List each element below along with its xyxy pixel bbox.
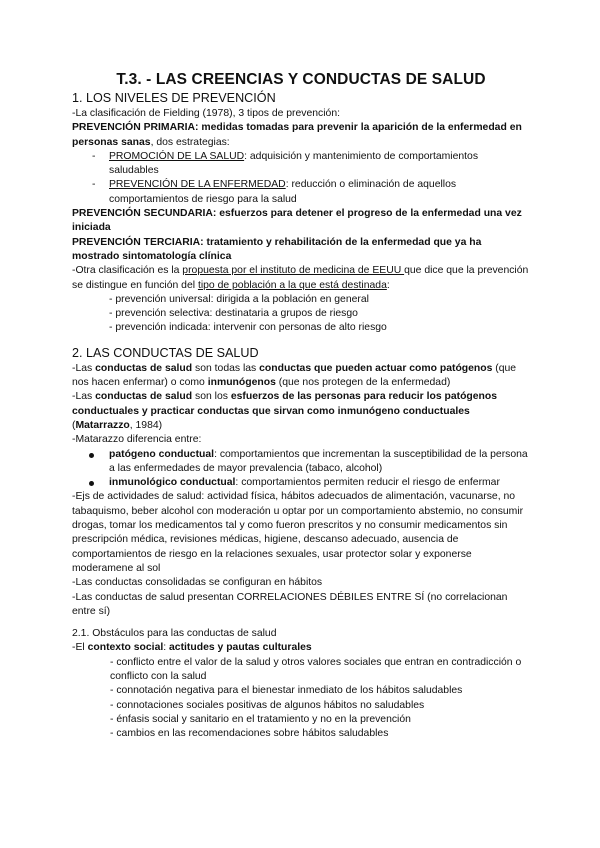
primaria-text: medidas tomadas para prevenir la aparición de la enfermedad en personas sanas <box>72 122 522 148</box>
fielding-intro: -La clasificación de Fielding (1978), 3 tipos de prevención: <box>72 108 341 119</box>
text-run: (que nos hacen enfermar) o como <box>72 362 517 389</box>
strategy-text: : reducción o eliminación de aquellos comportamientos de riesgo para la salud <box>109 179 457 205</box>
bold-run: contexto social <box>87 642 164 654</box>
s2-paragraph-3: -Matarazzo diferencia entre: <box>72 434 202 446</box>
otra-mid: que dice que la prevención se distingue en función del <box>72 265 529 291</box>
section-2-1-heading: 2.1. Obstáculos para las conductas de salud <box>72 628 277 640</box>
bullet-dot-icon <box>89 481 94 486</box>
text-run: -Las <box>72 391 96 403</box>
bold-run: conductas de salud <box>95 391 193 403</box>
bullet-text: : comportamientos permiten reducir el riesgo de enfermar <box>235 477 500 489</box>
text-run: : <box>163 642 170 654</box>
s2-paragraph-1 <box>72 362 530 391</box>
text-run: son los <box>192 391 231 403</box>
obstacle-item: - énfasis social y sanitario en el tratamiento y no en la prevención <box>110 713 411 725</box>
sub-item: - prevención selectiva: destinataria a grupos de riesgo <box>109 308 358 320</box>
terciaria-text: : tratamiento y rehabilitación de la enfermedad que ya ha mostrado sintomatología clínica <box>72 236 482 262</box>
section-1-heading: 1. LOS NIVELES DE PREVENCIÓN <box>72 91 276 105</box>
obstacle-item: - cambios en las recomendaciones sobre hábitos saludables <box>110 728 389 740</box>
bullet-text: : comportamientos que incrementan la susceptibilidad de la persona a las enfermedades de mayor prevalencia (tabaco, alcohol) <box>109 448 528 474</box>
strategy-item <box>72 150 530 179</box>
prevencion-primaria <box>72 121 530 150</box>
text-run: -El <box>72 642 88 654</box>
obstacle-item: - connotación negativa para el bienestar inmediato de los hábitos saludables <box>110 685 463 697</box>
bold-run: actitudes y pautas culturales <box>169 642 312 654</box>
strategy-label: PROMOCIÓN DE LA SALUD <box>109 150 245 162</box>
bullet-dot-icon <box>89 453 94 458</box>
secundaria-label: PREVENCIÓN SECUNDARIA: <box>72 208 217 220</box>
strategy-text: : adquisición y mantenimiento de comportamientos saludables <box>109 150 479 177</box>
contexto-social <box>72 641 530 655</box>
text-run: (que nos protegen de la enfermedad) <box>275 377 451 389</box>
text-run: -Las <box>72 362 96 374</box>
bullet-label: inmunológico conductual <box>109 477 236 489</box>
strategy-label: PREVENCIÓN DE LA ENFERMEDAD <box>109 179 286 191</box>
s2-paragraph-4: -Ejs de actividades de salud: actividad física, hábitos adecuados de alimentación, vacunarse, no tabaquismo, beber alcohol con moderación u optar por un comportamiento abstemio, no consumir drogas, tomar los medicamentos tal y como fueron prescritos y no consumir medicamentos sin prescripción médica, revisiones médicas, higiene, descanso adecuado, ausencia de comportamientos de riesgo en la relaciones sexuales, usar protector solar y exponerse moderamene al sol <box>72 491 524 574</box>
s2-paragraph-5: -Las conductas consolidadas se configuran en hábitos <box>72 577 323 589</box>
text-run: ( <box>72 419 76 431</box>
otra-clasificacion <box>72 264 530 293</box>
prevencion-secundaria <box>72 207 530 236</box>
otra-underlined-2: tipo de población a la que está destinada <box>197 279 387 291</box>
primaria-label: PREVENCIÓN PRIMARIA: <box>72 122 199 134</box>
bullet-item <box>72 476 530 490</box>
bullet-item <box>72 448 530 477</box>
terciaria-label: PREVENCIÓN TERCIARIA <box>72 236 201 248</box>
obstacle-item: - conflicto entre el valor de la salud y otros valores sociales que entran en contradicción o conflicto con la salud <box>110 656 522 682</box>
prevencion-terciaria <box>72 236 530 265</box>
s2-paragraph-6: -Las conductas de salud presentan CORRELACIONES DÉBILES ENTRE SÍ (no correlacionan entre sí) <box>72 591 508 617</box>
text-run: , 1984) <box>129 419 163 431</box>
obstacle-item: - connotaciones sociales positivas de algunos hábitos no saludables <box>110 699 425 711</box>
bold-run: inmunógenos <box>207 377 276 389</box>
document-title: T.3. - LAS CREENCIAS Y CONDUCTAS DE SALUD <box>116 71 486 88</box>
sub-item: - prevención indicada: intervenir con personas de alto riesgo <box>109 322 387 334</box>
otra-pre: -Otra clasificación es la <box>72 265 183 277</box>
otra-underlined-1: propuesta por el instituto de medicina de EEUU <box>182 265 405 277</box>
s2-paragraph-2 <box>72 390 530 433</box>
primaria-tail: , dos estrategias: <box>150 136 230 148</box>
bold-run: conductas de salud <box>95 362 193 374</box>
bold-run: Matarrazzo <box>75 419 130 431</box>
text-run: son todas las <box>192 362 260 374</box>
document-page <box>72 70 530 741</box>
secundaria-text: esfuerzos para detener el progreso de la enfermedad una vez iniciada <box>72 208 522 234</box>
sub-item: - prevención universal: dirigida a la población en general <box>109 293 369 305</box>
dash-marker: - <box>92 179 96 191</box>
section-2-heading: 2. LAS CONDUCTAS DE SALUD <box>72 345 259 360</box>
strategy-item <box>72 178 530 207</box>
bullet-label: patógeno conductual <box>109 448 215 460</box>
dash-marker: - <box>92 150 96 162</box>
bold-run: conductas que pueden actuar como patógenos <box>259 362 493 374</box>
bold-run: esfuerzos de las personas para reducir los patógenos conductuales y practicar conductas que sirvan como inmunógeno conductuales <box>72 391 498 417</box>
otra-end: : <box>386 279 390 291</box>
